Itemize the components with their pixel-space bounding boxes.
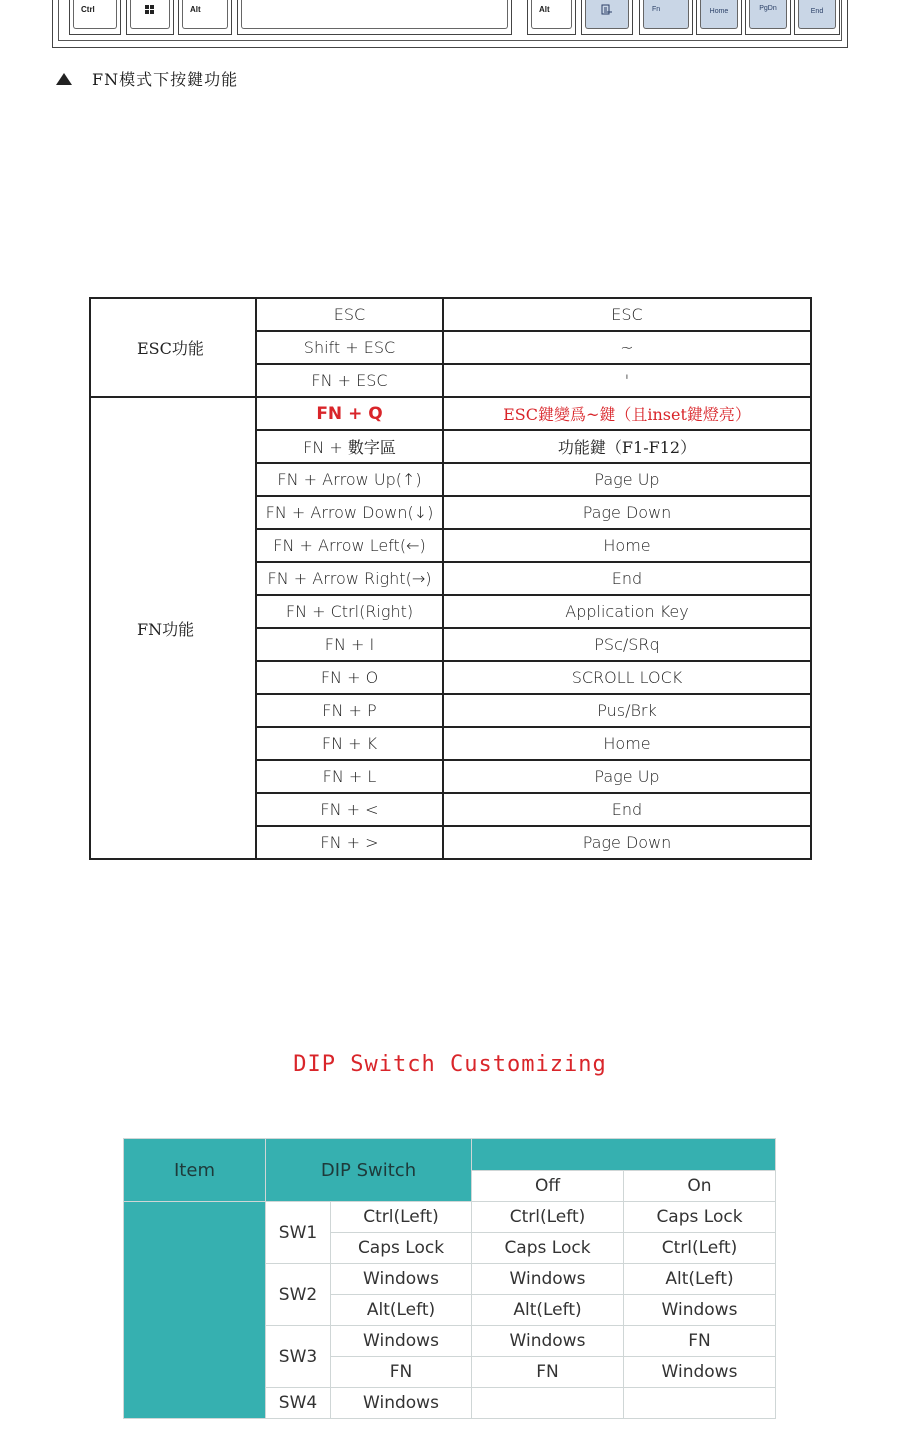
key-function: ESC xyxy=(443,298,811,331)
key-combo: FN + L xyxy=(256,760,443,793)
dip-switch-heading: DIP Switch Customizing xyxy=(293,1052,607,1077)
key-function: ~ xyxy=(443,331,811,364)
switch-on-value: FN xyxy=(624,1326,776,1357)
key-ctrl-label: Ctrl xyxy=(73,0,117,29)
key-function: Page Down xyxy=(443,826,811,859)
key-function: Application Key xyxy=(443,595,811,628)
key-alt-left xyxy=(178,0,232,35)
column-header-item: Item xyxy=(124,1139,266,1202)
switch-key: Alt(Left) xyxy=(331,1295,472,1326)
switch-off-value: FN xyxy=(472,1357,624,1388)
column-header-off: Off xyxy=(472,1171,624,1202)
switch-off-value: Ctrl(Left) xyxy=(472,1202,624,1233)
key-windows xyxy=(126,0,174,35)
key-function: Page Down xyxy=(443,496,811,529)
key-combo: FN + 數字區 xyxy=(256,430,443,463)
key-pgdn-label: PgDn xyxy=(749,0,787,29)
key-alt-right-label: Alt xyxy=(531,0,572,29)
key-function: End xyxy=(443,793,811,826)
key-space xyxy=(237,0,512,35)
switch-off-value: Caps Lock xyxy=(472,1233,624,1264)
key-menu xyxy=(581,0,633,35)
key-function: Home xyxy=(443,727,811,760)
key-alt-right xyxy=(527,0,576,35)
key-function: ESC鍵變爲~鍵（且inset鍵燈亮） xyxy=(443,397,811,430)
key-combo: Shift + ESC xyxy=(256,331,443,364)
key-combo: FN + Arrow Right(→) xyxy=(256,562,443,595)
key-fn xyxy=(639,0,693,35)
key-function: SCROLL LOCK xyxy=(443,661,811,694)
switch-off-value xyxy=(472,1388,624,1419)
switch-key: Windows xyxy=(331,1264,472,1295)
fn-group-label: FN功能 xyxy=(90,397,256,859)
column-header-dip-switch: DIP Switch xyxy=(266,1139,472,1202)
table-row xyxy=(124,1202,776,1233)
switch-name: SW4 xyxy=(266,1388,331,1419)
key-function: Page Up xyxy=(443,463,811,496)
switch-off-value: Windows xyxy=(472,1264,624,1295)
key-combo: FN + ESC xyxy=(256,364,443,397)
switch-on-value: Ctrl(Left) xyxy=(624,1233,776,1264)
esc-group-label: ESC功能 xyxy=(90,298,256,397)
switch-name: SW3 xyxy=(266,1326,331,1388)
switch-on-value: Caps Lock xyxy=(624,1202,776,1233)
key-ctrl xyxy=(69,0,121,35)
item-cell xyxy=(124,1202,266,1419)
key-combo: FN + P xyxy=(256,694,443,727)
key-function: PSc/SRq xyxy=(443,628,811,661)
menu-icon xyxy=(585,0,629,29)
dip-switch-table xyxy=(123,1138,776,1419)
table-header-row xyxy=(124,1139,776,1171)
key-alt-left-label: Alt xyxy=(182,0,228,29)
key-end-label: End xyxy=(798,0,836,29)
fn-function-table xyxy=(89,297,812,860)
key-combo: FN + I xyxy=(256,628,443,661)
key-function: ' xyxy=(443,364,811,397)
switch-key: FN xyxy=(331,1357,472,1388)
key-combo: FN + > xyxy=(256,826,443,859)
switch-off-value: Windows xyxy=(472,1326,624,1357)
figure-caption xyxy=(56,67,238,90)
table-row xyxy=(90,397,811,430)
key-combo: FN + Ctrl(Right) xyxy=(256,595,443,628)
key-function: 功能鍵（F1-F12） xyxy=(443,430,811,463)
key-combo: ESC xyxy=(256,298,443,331)
switch-key: Caps Lock xyxy=(331,1233,472,1264)
windows-icon xyxy=(130,0,170,29)
switch-key: Ctrl(Left) xyxy=(331,1202,472,1233)
switch-on-value: Windows xyxy=(624,1357,776,1388)
figure-caption-text: FN模式下按鍵功能 xyxy=(92,70,239,89)
key-combo: FN + Arrow Down(↓) xyxy=(256,496,443,529)
key-combo: FN + Arrow Left(←) xyxy=(256,529,443,562)
key-combo: FN + K xyxy=(256,727,443,760)
switch-on-value xyxy=(624,1388,776,1419)
key-fn-label: Fn xyxy=(643,0,689,29)
key-combo: FN + Q xyxy=(256,397,443,430)
key-function: Pus/Brk xyxy=(443,694,811,727)
key-end xyxy=(794,0,840,35)
switch-key: Windows xyxy=(331,1388,472,1419)
keyboard-illustration xyxy=(52,0,848,48)
switch-off-value: Alt(Left) xyxy=(472,1295,624,1326)
key-home-label: Home xyxy=(700,0,738,29)
key-function: End xyxy=(443,562,811,595)
table-row xyxy=(90,298,811,331)
key-combo: FN + O xyxy=(256,661,443,694)
column-header-on: On xyxy=(624,1171,776,1202)
key-pgdn xyxy=(745,0,791,35)
key-combo: FN + Arrow Up(↑) xyxy=(256,463,443,496)
key-home xyxy=(696,0,742,35)
switch-name: SW2 xyxy=(266,1264,331,1326)
key-space-label xyxy=(241,0,508,29)
key-function: Page Up xyxy=(443,760,811,793)
triangle-up-icon xyxy=(56,73,72,85)
switch-name: SW1 xyxy=(266,1202,331,1264)
column-header-state-band xyxy=(472,1139,776,1171)
key-function: Home xyxy=(443,529,811,562)
switch-key: Windows xyxy=(331,1326,472,1357)
switch-on-value: Windows xyxy=(624,1295,776,1326)
key-combo: FN + < xyxy=(256,793,443,826)
switch-on-value: Alt(Left) xyxy=(624,1264,776,1295)
